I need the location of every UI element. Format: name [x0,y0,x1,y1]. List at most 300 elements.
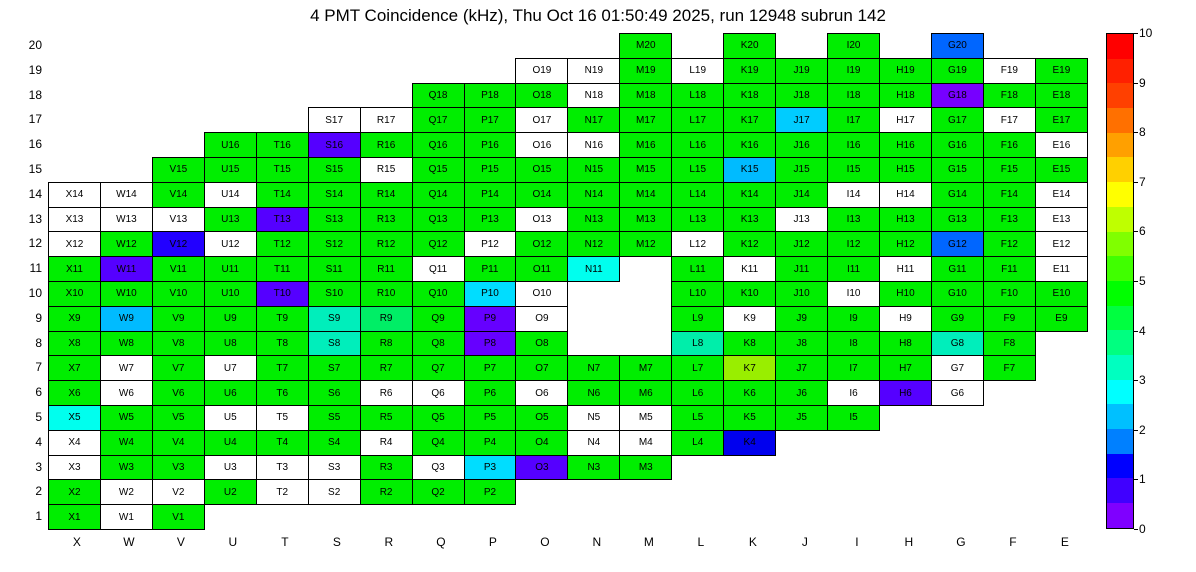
heatmap-cell[interactable]: G13 [931,207,983,232]
heatmap-cell[interactable]: N4 [568,430,620,455]
heatmap-cell[interactable]: Q15 [412,157,464,182]
heatmap-cell[interactable]: N15 [568,157,620,182]
heatmap-cell[interactable]: S5 [308,405,360,430]
heatmap-cell[interactable]: L14 [672,182,724,207]
heatmap-cell[interactable]: P15 [464,157,516,182]
heatmap-cell[interactable]: K11 [724,257,776,282]
heatmap-cell[interactable]: X8 [49,331,101,356]
heatmap-cell[interactable]: Q18 [412,83,464,108]
heatmap-cell[interactable]: N11 [568,257,620,282]
heatmap-cell[interactable]: G18 [931,83,983,108]
heatmap-cell[interactable]: W11 [100,257,152,282]
heatmap-cell[interactable]: E12 [1035,232,1087,257]
heatmap-cell[interactable]: V10 [152,281,204,306]
heatmap-cell[interactable]: K9 [724,306,776,331]
heatmap-cell[interactable]: M5 [620,405,672,430]
heatmap-cell[interactable]: S2 [308,480,360,505]
heatmap-cell[interactable]: P3 [464,455,516,480]
heatmap-cell[interactable]: R6 [360,381,412,406]
heatmap-cell[interactable]: U10 [204,281,256,306]
heatmap-cell[interactable]: R13 [360,207,412,232]
heatmap-cell[interactable]: I5 [828,405,880,430]
heatmap-cell[interactable]: U16 [204,133,256,158]
heatmap-cell[interactable]: T5 [256,405,308,430]
heatmap-cell[interactable]: L18 [672,83,724,108]
heatmap-cell[interactable]: V14 [152,182,204,207]
heatmap-cell[interactable]: L8 [672,331,724,356]
heatmap-cell[interactable]: L13 [672,207,724,232]
heatmap-cell[interactable]: M14 [620,182,672,207]
heatmap-cell[interactable]: H12 [880,232,932,257]
heatmap-cell[interactable]: N6 [568,381,620,406]
heatmap-cell[interactable]: V1 [152,505,204,530]
heatmap-cell[interactable]: L12 [672,232,724,257]
heatmap-cell[interactable]: Q5 [412,405,464,430]
heatmap-cell[interactable]: U5 [204,405,256,430]
heatmap-cell[interactable]: M15 [620,157,672,182]
heatmap-cell[interactable]: Q6 [412,381,464,406]
heatmap-cell[interactable]: G11 [931,257,983,282]
heatmap-cell[interactable]: E19 [1035,58,1087,83]
heatmap-cell[interactable]: W4 [100,430,152,455]
heatmap-cell[interactable]: M13 [620,207,672,232]
heatmap-cell[interactable]: S14 [308,182,360,207]
heatmap-cell[interactable]: F19 [983,58,1035,83]
heatmap-cell[interactable]: L7 [672,356,724,381]
heatmap-cell[interactable]: G9 [931,306,983,331]
heatmap-cell[interactable]: N5 [568,405,620,430]
heatmap-cell[interactable]: P4 [464,430,516,455]
heatmap-cell[interactable]: U3 [204,455,256,480]
heatmap-cell[interactable]: K6 [724,381,776,406]
heatmap-cell[interactable]: N3 [568,455,620,480]
heatmap-cell[interactable]: F7 [983,356,1035,381]
heatmap-cell[interactable]: F11 [983,257,1035,282]
heatmap-cell[interactable]: U8 [204,331,256,356]
heatmap-cell[interactable]: K13 [724,207,776,232]
heatmap-cell[interactable]: P18 [464,83,516,108]
heatmap-cell[interactable]: V2 [152,480,204,505]
heatmap-cell[interactable]: G12 [931,232,983,257]
heatmap-cell[interactable]: I15 [828,157,880,182]
heatmap-cell[interactable]: E13 [1035,207,1087,232]
heatmap-cell[interactable]: K7 [724,356,776,381]
heatmap-cell[interactable]: W3 [100,455,152,480]
heatmap-cell[interactable]: P8 [464,331,516,356]
heatmap-cell[interactable]: S3 [308,455,360,480]
heatmap-cell[interactable]: I13 [828,207,880,232]
heatmap-cell[interactable]: T11 [256,257,308,282]
heatmap-cell[interactable]: O15 [516,157,568,182]
heatmap-cell[interactable]: O19 [516,58,568,83]
heatmap-cell[interactable]: S10 [308,281,360,306]
heatmap-cell[interactable]: F17 [983,108,1035,133]
heatmap-cell[interactable]: X14 [49,182,101,207]
heatmap-cell[interactable]: P11 [464,257,516,282]
heatmap-cell[interactable]: E16 [1035,133,1087,158]
heatmap-cell[interactable]: K10 [724,281,776,306]
heatmap-cell[interactable]: M3 [620,455,672,480]
heatmap-cell[interactable]: H8 [880,331,932,356]
heatmap-cell[interactable]: K20 [724,34,776,59]
heatmap-cell[interactable]: I19 [828,58,880,83]
heatmap-cell[interactable]: I10 [828,281,880,306]
heatmap-cell[interactable]: U7 [204,356,256,381]
heatmap-cell[interactable]: J8 [776,331,828,356]
heatmap-cell[interactable]: X9 [49,306,101,331]
heatmap-cell[interactable]: Q13 [412,207,464,232]
heatmap-cell[interactable]: S6 [308,381,360,406]
heatmap-cell[interactable]: L9 [672,306,724,331]
heatmap-cell[interactable]: W7 [100,356,152,381]
heatmap-cell[interactable]: J18 [776,83,828,108]
heatmap-cell[interactable]: V9 [152,306,204,331]
heatmap-cell[interactable]: Q7 [412,356,464,381]
heatmap-cell[interactable]: W13 [100,207,152,232]
heatmap-cell[interactable]: T6 [256,381,308,406]
heatmap-cell[interactable]: G17 [931,108,983,133]
heatmap-cell[interactable]: Q10 [412,281,464,306]
heatmap-cell[interactable]: K8 [724,331,776,356]
heatmap-cell[interactable]: W6 [100,381,152,406]
heatmap-cell[interactable]: I6 [828,381,880,406]
heatmap-cell[interactable]: H15 [880,157,932,182]
heatmap-cell[interactable]: S7 [308,356,360,381]
heatmap-cell[interactable]: J10 [776,281,828,306]
heatmap-cell[interactable]: P7 [464,356,516,381]
heatmap-cell[interactable]: W14 [100,182,152,207]
heatmap-cell[interactable]: N13 [568,207,620,232]
heatmap-cell[interactable]: K19 [724,58,776,83]
heatmap-cell[interactable]: T8 [256,331,308,356]
heatmap-cell[interactable]: J15 [776,157,828,182]
heatmap-cell[interactable]: V5 [152,405,204,430]
heatmap-cell[interactable]: P13 [464,207,516,232]
heatmap-cell[interactable]: P16 [464,133,516,158]
heatmap-cell[interactable]: J19 [776,58,828,83]
heatmap-cell[interactable]: I12 [828,232,880,257]
heatmap-cell[interactable]: Q11 [412,257,464,282]
heatmap-cell[interactable]: I9 [828,306,880,331]
heatmap-cell[interactable]: W12 [100,232,152,257]
heatmap-cell[interactable]: R3 [360,455,412,480]
heatmap-cell[interactable]: S4 [308,430,360,455]
heatmap-cell[interactable]: G7 [931,356,983,381]
heatmap-cell[interactable]: M4 [620,430,672,455]
heatmap-cell[interactable]: W10 [100,281,152,306]
heatmap-cell[interactable]: H11 [880,257,932,282]
heatmap-cell[interactable]: U11 [204,257,256,282]
heatmap-cell[interactable]: Q3 [412,455,464,480]
heatmap-cell[interactable]: P14 [464,182,516,207]
heatmap-cell[interactable]: J5 [776,405,828,430]
heatmap-cell[interactable]: X5 [49,405,101,430]
heatmap-cell[interactable]: F15 [983,157,1035,182]
heatmap-cell[interactable]: U2 [204,480,256,505]
heatmap-cell[interactable]: G19 [931,58,983,83]
heatmap-cell[interactable]: G15 [931,157,983,182]
heatmap-cell[interactable]: R9 [360,306,412,331]
heatmap-cell[interactable]: E15 [1035,157,1087,182]
heatmap-cell[interactable]: R16 [360,133,412,158]
heatmap-cell[interactable]: T10 [256,281,308,306]
heatmap-cell[interactable]: U14 [204,182,256,207]
heatmap-cell[interactable]: L17 [672,108,724,133]
heatmap-cell[interactable]: F18 [983,83,1035,108]
heatmap-cell[interactable]: P9 [464,306,516,331]
heatmap-cell[interactable]: R17 [360,108,412,133]
heatmap-cell[interactable]: E18 [1035,83,1087,108]
heatmap-cell[interactable]: Q17 [412,108,464,133]
heatmap-cell[interactable]: S11 [308,257,360,282]
heatmap-cell[interactable]: X4 [49,430,101,455]
heatmap-cell[interactable]: E9 [1035,306,1087,331]
heatmap-cell[interactable]: R12 [360,232,412,257]
heatmap-cell[interactable]: I7 [828,356,880,381]
heatmap-cell[interactable]: X12 [49,232,101,257]
heatmap-cell[interactable]: U4 [204,430,256,455]
heatmap-cell[interactable]: H10 [880,281,932,306]
heatmap-cell[interactable]: W5 [100,405,152,430]
heatmap-cell[interactable]: S13 [308,207,360,232]
heatmap-cell[interactable]: L4 [672,430,724,455]
heatmap-cell[interactable]: T9 [256,306,308,331]
heatmap-cell[interactable]: X2 [49,480,101,505]
heatmap-cell[interactable]: U6 [204,381,256,406]
heatmap-cell[interactable]: O3 [516,455,568,480]
heatmap-cell[interactable]: P10 [464,281,516,306]
heatmap-cell[interactable]: H17 [880,108,932,133]
heatmap-cell[interactable]: X13 [49,207,101,232]
heatmap-cell[interactable]: O13 [516,207,568,232]
heatmap-cell[interactable]: K16 [724,133,776,158]
heatmap-cell[interactable]: J17 [776,108,828,133]
heatmap-cell[interactable]: L11 [672,257,724,282]
heatmap-cell[interactable]: J12 [776,232,828,257]
heatmap-cell[interactable]: V3 [152,455,204,480]
heatmap-cell[interactable]: U15 [204,157,256,182]
heatmap-cell[interactable]: V11 [152,257,204,282]
heatmap-cell[interactable]: X11 [49,257,101,282]
heatmap-cell[interactable]: S12 [308,232,360,257]
heatmap-cell[interactable]: H9 [880,306,932,331]
heatmap-cell[interactable]: F13 [983,207,1035,232]
heatmap-cell[interactable]: V7 [152,356,204,381]
heatmap-cell[interactable]: O8 [516,331,568,356]
heatmap-cell[interactable]: G20 [931,34,983,59]
heatmap-cell[interactable]: V12 [152,232,204,257]
heatmap-cell[interactable]: E11 [1035,257,1087,282]
heatmap-cell[interactable]: L19 [672,58,724,83]
heatmap-cell[interactable]: W8 [100,331,152,356]
heatmap-cell[interactable]: F9 [983,306,1035,331]
heatmap-cell[interactable]: S16 [308,133,360,158]
heatmap-cell[interactable]: I8 [828,331,880,356]
heatmap-cell[interactable]: H16 [880,133,932,158]
heatmap-cell[interactable]: T13 [256,207,308,232]
heatmap-cell[interactable]: M16 [620,133,672,158]
heatmap-cell[interactable]: J13 [776,207,828,232]
heatmap-cell[interactable]: K12 [724,232,776,257]
heatmap-cell[interactable]: I16 [828,133,880,158]
heatmap-cell[interactable]: G14 [931,182,983,207]
heatmap-cell[interactable]: W9 [100,306,152,331]
heatmap-cell[interactable]: F8 [983,331,1035,356]
heatmap-cell[interactable]: T12 [256,232,308,257]
heatmap-cell[interactable]: J9 [776,306,828,331]
heatmap-cell[interactable]: S17 [308,108,360,133]
heatmap-cell[interactable]: R8 [360,331,412,356]
heatmap-cell[interactable]: Q2 [412,480,464,505]
heatmap-cell[interactable]: T15 [256,157,308,182]
heatmap-cell[interactable]: H13 [880,207,932,232]
heatmap-cell[interactable]: T7 [256,356,308,381]
heatmap-cell[interactable]: O17 [516,108,568,133]
heatmap-cell[interactable]: N12 [568,232,620,257]
heatmap-cell[interactable]: K14 [724,182,776,207]
heatmap-cell[interactable]: O5 [516,405,568,430]
heatmap-cell[interactable]: J11 [776,257,828,282]
heatmap-cell[interactable]: L6 [672,381,724,406]
heatmap-cell[interactable]: I18 [828,83,880,108]
heatmap-cell[interactable]: L16 [672,133,724,158]
heatmap-cell[interactable]: R14 [360,182,412,207]
heatmap-cell[interactable]: O18 [516,83,568,108]
heatmap-cell[interactable]: K5 [724,405,776,430]
heatmap-cell[interactable]: P12 [464,232,516,257]
heatmap-cell[interactable]: R10 [360,281,412,306]
heatmap-cell[interactable]: M7 [620,356,672,381]
heatmap-cell[interactable]: X3 [49,455,101,480]
heatmap-cell[interactable]: E10 [1035,281,1087,306]
heatmap-cell[interactable]: N7 [568,356,620,381]
heatmap-cell[interactable]: H14 [880,182,932,207]
heatmap-cell[interactable]: E17 [1035,108,1087,133]
heatmap-cell[interactable]: O16 [516,133,568,158]
heatmap-cell[interactable]: M19 [620,58,672,83]
heatmap-cell[interactable]: X10 [49,281,101,306]
heatmap-cell[interactable]: E14 [1035,182,1087,207]
heatmap-cell[interactable]: N19 [568,58,620,83]
heatmap-cell[interactable]: K17 [724,108,776,133]
heatmap-cell[interactable]: U12 [204,232,256,257]
heatmap-cell[interactable]: J6 [776,381,828,406]
heatmap-cell[interactable]: N14 [568,182,620,207]
heatmap-cell[interactable]: J7 [776,356,828,381]
heatmap-cell[interactable]: V6 [152,381,204,406]
heatmap-cell[interactable]: K15 [724,157,776,182]
heatmap-cell[interactable]: T3 [256,455,308,480]
heatmap-cell[interactable]: K18 [724,83,776,108]
heatmap-cell[interactable]: T2 [256,480,308,505]
heatmap-cell[interactable]: X7 [49,356,101,381]
heatmap-cell[interactable]: Q12 [412,232,464,257]
heatmap-cell[interactable]: N17 [568,108,620,133]
heatmap-cell[interactable]: H19 [880,58,932,83]
heatmap-cell[interactable]: P5 [464,405,516,430]
heatmap-cell[interactable]: S9 [308,306,360,331]
heatmap-cell[interactable]: F14 [983,182,1035,207]
heatmap-cell[interactable]: T4 [256,430,308,455]
heatmap-cell[interactable]: X1 [49,505,101,530]
heatmap-cell[interactable]: S8 [308,331,360,356]
heatmap-cell[interactable]: J14 [776,182,828,207]
heatmap-cell[interactable]: L10 [672,281,724,306]
heatmap-cell[interactable]: P17 [464,108,516,133]
heatmap-cell[interactable]: M17 [620,108,672,133]
heatmap-cell[interactable]: O10 [516,281,568,306]
heatmap-cell[interactable]: H7 [880,356,932,381]
heatmap-cell[interactable]: L15 [672,157,724,182]
heatmap-cell[interactable]: Q14 [412,182,464,207]
heatmap-cell[interactable]: R7 [360,356,412,381]
heatmap-cell[interactable]: I17 [828,108,880,133]
heatmap-cell[interactable]: N18 [568,83,620,108]
heatmap-cell[interactable]: M6 [620,381,672,406]
heatmap-cell[interactable]: V15 [152,157,204,182]
heatmap-cell[interactable]: R5 [360,405,412,430]
heatmap-cell[interactable]: V4 [152,430,204,455]
heatmap-cell[interactable]: I20 [828,34,880,59]
heatmap-cell[interactable]: F12 [983,232,1035,257]
heatmap-cell[interactable]: Q9 [412,306,464,331]
heatmap-cell[interactable]: O6 [516,381,568,406]
heatmap-cell[interactable]: Q4 [412,430,464,455]
heatmap-cell[interactable]: F10 [983,281,1035,306]
heatmap-cell[interactable]: O9 [516,306,568,331]
heatmap-cell[interactable]: H18 [880,83,932,108]
heatmap-cell[interactable]: F16 [983,133,1035,158]
heatmap-cell[interactable]: M20 [620,34,672,59]
heatmap-cell[interactable]: T14 [256,182,308,207]
heatmap-cell[interactable]: G10 [931,281,983,306]
heatmap-cell[interactable]: U13 [204,207,256,232]
heatmap-cell[interactable]: Q8 [412,331,464,356]
heatmap-cell[interactable]: V8 [152,331,204,356]
heatmap-cell[interactable]: O14 [516,182,568,207]
heatmap-cell[interactable]: Q16 [412,133,464,158]
heatmap-cell[interactable]: T16 [256,133,308,158]
heatmap-cell[interactable]: O7 [516,356,568,381]
heatmap-cell[interactable]: X6 [49,381,101,406]
heatmap-cell[interactable]: O11 [516,257,568,282]
heatmap-cell[interactable]: O4 [516,430,568,455]
heatmap-cell[interactable]: R11 [360,257,412,282]
heatmap-cell[interactable]: I11 [828,257,880,282]
heatmap-cell[interactable]: K4 [724,430,776,455]
heatmap-cell[interactable]: M18 [620,83,672,108]
heatmap-cell[interactable]: R4 [360,430,412,455]
heatmap-cell[interactable]: G16 [931,133,983,158]
heatmap-cell[interactable]: W2 [100,480,152,505]
heatmap-cell[interactable]: N16 [568,133,620,158]
heatmap-cell[interactable]: P2 [464,480,516,505]
heatmap-cell[interactable]: M12 [620,232,672,257]
heatmap-cell[interactable]: G6 [931,381,983,406]
heatmap-cell[interactable]: O12 [516,232,568,257]
heatmap-cell[interactable]: P6 [464,381,516,406]
heatmap-cell[interactable]: R2 [360,480,412,505]
heatmap-cell[interactable]: V13 [152,207,204,232]
heatmap-cell[interactable]: R15 [360,157,412,182]
heatmap-cell[interactable]: W1 [100,505,152,530]
heatmap-cell[interactable]: J16 [776,133,828,158]
heatmap-cell[interactable]: G8 [931,331,983,356]
heatmap-cell[interactable]: S15 [308,157,360,182]
heatmap-cell[interactable]: I14 [828,182,880,207]
heatmap-cell[interactable]: L5 [672,405,724,430]
heatmap-cell[interactable]: H6 [880,381,932,406]
